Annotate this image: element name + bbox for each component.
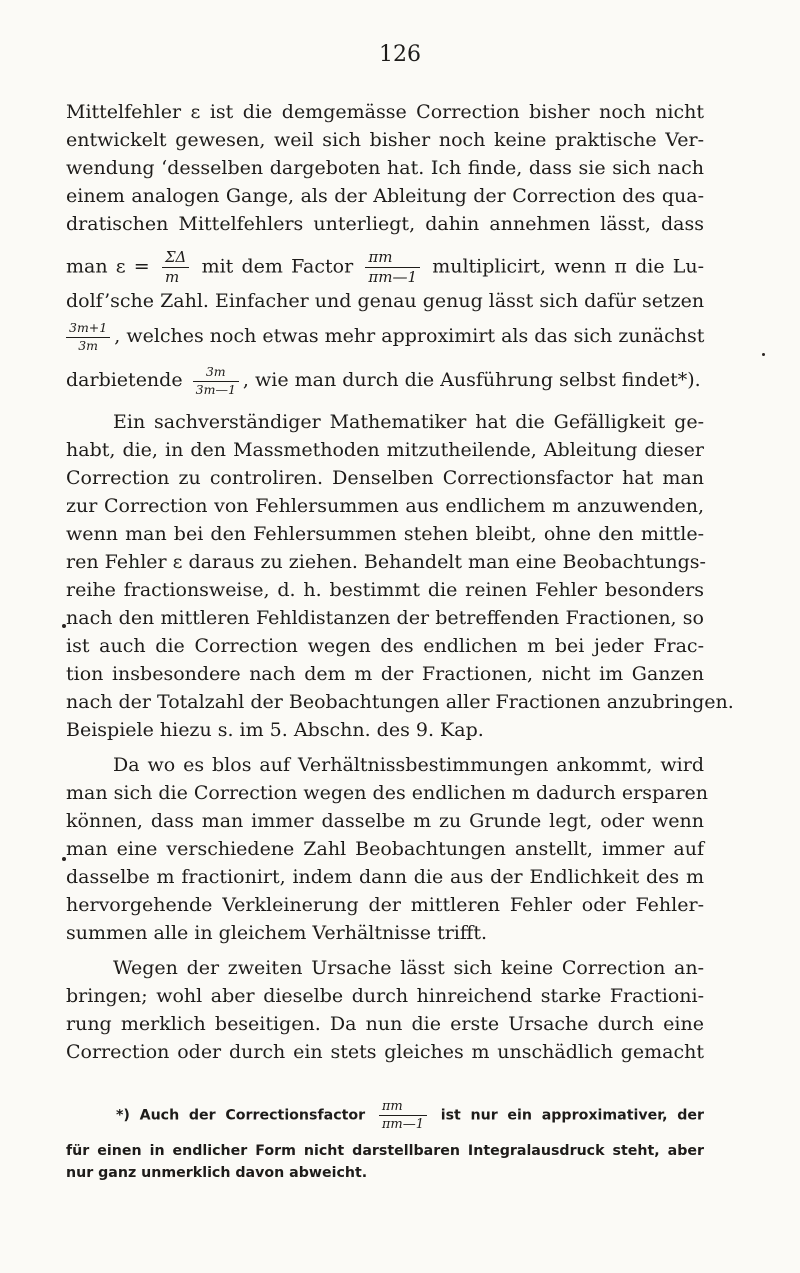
print-speck	[762, 353, 765, 356]
formula-text: , welches noch etwas mehr approximirt als das sich zunächst	[114, 325, 705, 347]
text-line: nach der Totalzahl der Beobachtungen aller Fractionen anzubringen.	[66, 691, 734, 713]
formula-line	[66, 250, 704, 285]
fraction-denominator: m	[164, 268, 180, 286]
fraction-denominator: πm—1	[368, 268, 417, 286]
text-line: rung merklich beseitigen. Da nun die erste Ursache durch eine	[66, 1013, 704, 1035]
page-number: 126	[379, 42, 421, 67]
formula-line	[66, 366, 704, 396]
fraction-3m-over-3m-minus-1	[193, 366, 239, 396]
text-line: reihe fractionsweise, d. h. bestimmt die reinen Fehler besonders	[66, 579, 704, 601]
text-line: einem analogen Gange, als der Ableitung der Correction des qua-	[66, 185, 704, 207]
text-line: Correction oder durch ein stets gleiches m unschädlich gemacht	[66, 1041, 704, 1063]
fraction-sum-delta-over-m	[162, 250, 189, 285]
fraction-numerator: 3m	[193, 366, 239, 382]
text-line: können, dass man immer dasselbe m zu Grunde legt, oder wenn	[66, 810, 704, 832]
text-line: hervorgehende Verkleinerung der mittleren Fehler oder Fehler-	[66, 894, 704, 916]
footnote-line: für einen in endlicher Form nicht darstellbaren Integralausdruck steht, aber	[66, 1143, 704, 1159]
text-line: wenn man bei den Fehlersummen stehen bleibt, ohne den mittle-	[66, 523, 704, 545]
formula-line	[66, 322, 704, 352]
text-line: dratischen Mittelfehlers unterliegt, dahin annehmen lässt, dass	[66, 213, 704, 235]
text-line: Ein sachverständiger Mathematiker hat die Gefälligkeit ge-	[113, 411, 704, 433]
text-line: Mittelfehler ε ist die demgemässe Correction bisher noch nicht	[66, 101, 704, 123]
fraction-pi-factor	[365, 250, 420, 285]
text-line: dolf’sche Zahl. Einfacher und genau genug lässt sich dafür setzen	[66, 290, 705, 312]
fraction-denominator: πm—1	[381, 1117, 425, 1132]
fraction-numerator: ΣΔ	[162, 250, 189, 268]
footnote-text: *) Auch der Correctionsfactor	[116, 1107, 366, 1124]
fraction-numerator: 3m+1	[66, 322, 110, 338]
text-line: Da wo es blos auf Verhältnissbestimmungen ankommt, wird	[113, 754, 704, 776]
text-line: zur Correction von Fehlersummen aus endlichem m anzuwenden,	[66, 495, 704, 517]
text-line: bringen; wohl aber dieselbe durch hinreichend starke Fractioni-	[66, 985, 704, 1007]
formula-text: darbietende	[66, 369, 183, 391]
text-line: entwickelt gewesen, weil sich bisher noch keine praktische Ver-	[66, 129, 704, 151]
print-speck	[62, 857, 66, 861]
text-line: ren Fehler ε daraus zu ziehen. Behandelt man eine Beobachtungs-	[66, 551, 706, 573]
formula-text: multiplicirt, wenn π die Lu-	[432, 255, 705, 278]
fraction-numerator: πm	[379, 1100, 427, 1116]
text-line: man sich die Correction wegen des endlichen m dadurch ersparen	[66, 782, 709, 804]
text-line: Beispiele hiezu s. im 5. Abschn. des 9. Kap.	[66, 719, 484, 741]
text-line: dasselbe m fractionirt, indem dann die aus der Endlichkeit des m	[66, 866, 704, 888]
text-line: Correction zu controliren. Denselben Correctionsfactor hat man	[66, 467, 704, 489]
fraction-numerator: πm	[365, 250, 420, 268]
text-line: man eine verschiedene Zahl Beobachtungen anstellt, immer auf	[66, 838, 704, 860]
footnote-text: ist nur ein approximativer, der	[440, 1107, 704, 1124]
text-line: habt, die, in den Massmethoden mitzutheilende, Ableitung dieser	[66, 439, 704, 461]
formula-text: mit dem Factor	[201, 255, 354, 278]
text-line: nach den mittleren Fehldistanzen der betreffenden Fractionen, so	[66, 607, 704, 629]
footnote-line: nur ganz unmerklich davon abweicht.	[66, 1165, 368, 1181]
text-line: summen alle in gleichem Verhältnisse trifft.	[66, 922, 488, 944]
formula-text: man ε =	[66, 255, 150, 278]
text-line: tion insbesondere nach dem m der Fractionen, nicht im Ganzen	[66, 663, 704, 685]
text-line: Wegen der zweiten Ursache lässt sich keine Correction an-	[113, 957, 704, 979]
print-speck	[62, 624, 66, 628]
fraction-denominator: 3m	[78, 337, 99, 353]
fraction-denominator: 3m—1	[195, 381, 236, 397]
text-line: wendung ‘desselben dargeboten hat. Ich finde, dass sie sich nach	[66, 157, 704, 179]
text-line: ist auch die Correction wegen des endlichen m bei jeder Frac-	[66, 635, 704, 657]
fraction-3m-plus-1	[66, 322, 110, 352]
fraction-pi-factor-footnote	[379, 1100, 427, 1131]
footnote-line	[66, 1100, 704, 1131]
formula-text: , wie man durch die Ausführung selbst findet*).	[242, 369, 701, 391]
